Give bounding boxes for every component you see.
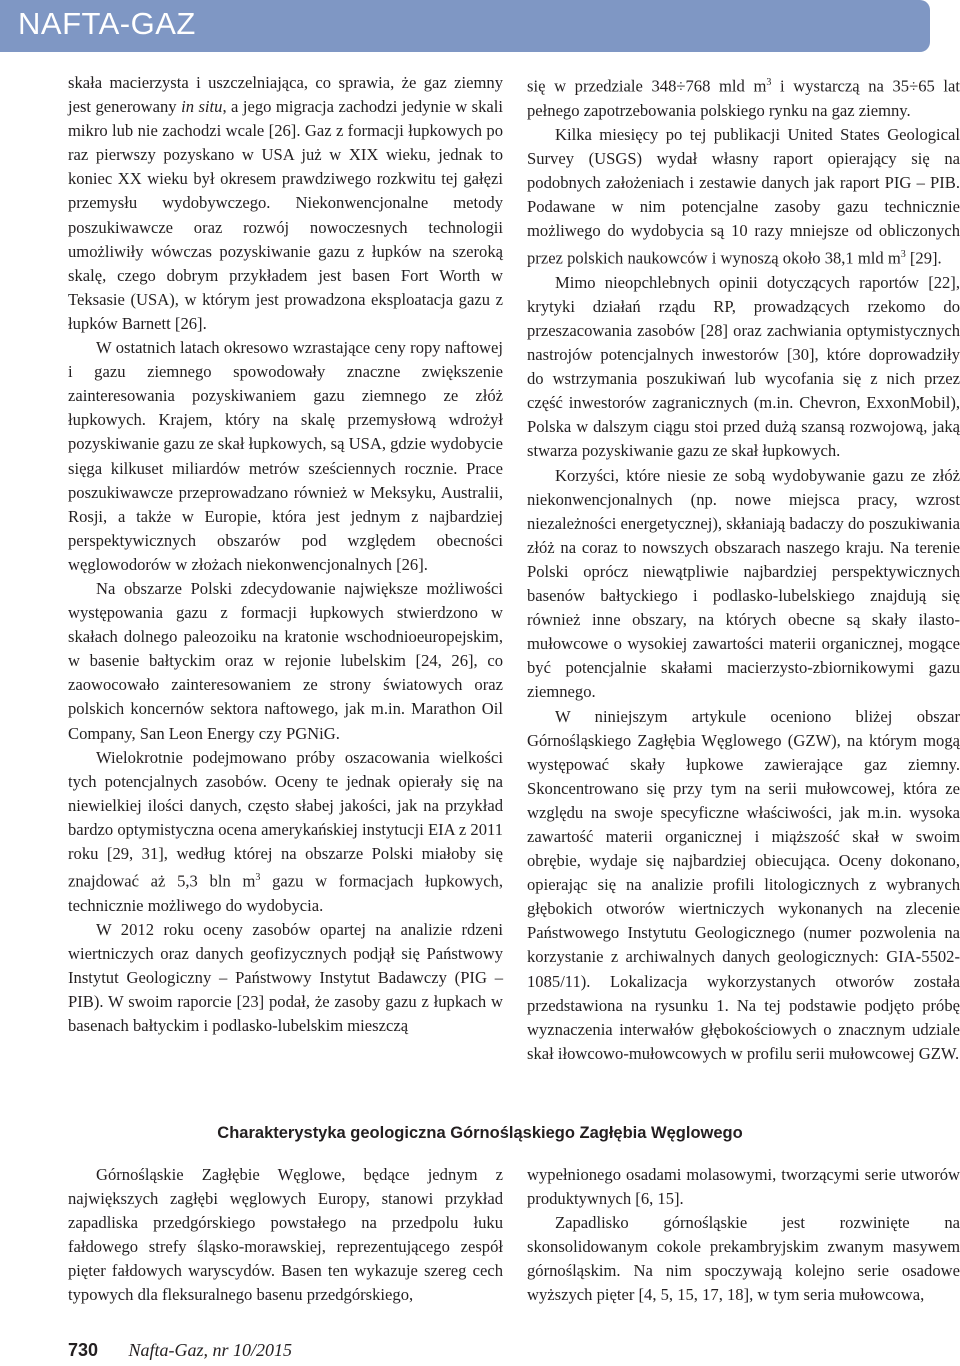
text-column-left-lower	[68, 1163, 503, 1308]
header-bar	[0, 0, 930, 52]
paragraph: Górnośląskie Zagłębie Węglowe, będące jednym z największych zagłębi węglowych Europy, stanowi przykład zapadliska przedgórskiego powstałego na przedpolu łuku fałdowego strefy śląsko-morawskiej, reprezentującego zespół pięter fałdowych waryscydów. Basen ten wykazuje szereg cech typowych dla fleksuralnego basenu przedgórskiego,	[68, 1165, 503, 1305]
paragraph: W 2012 roku oceny zasobów opartej na analizie rdzeni wiertniczych oraz danych geofizycznych podjął się Państwowy Instytut Geologiczny – Państwowy Instytut Badawczy (PIG – PIB). W swoim raporcie [23] podał, że zasoby gazu z łupkach w basenach bałtyckim i podlasko-lubelskim mieszczą	[68, 919, 503, 1036]
paragraph: Kilka miesięcy po tej publikacji United States Geological Survey (USGS) wydał własny raport opierający się na podobnych założeniach i zestawie danych jak raport PIG – PIB. Podawane w nim potencjalne zasoby gazu technicznie możliwego do wydobycia są 10 razy mniejsze od obliczonych przez polskich naukowców i wynoszą około 38,1 mld $m^3$ [29].	[527, 124, 960, 268]
paragraph: W ostatnich latach okresowo wzrastające ceny ropy naftowej i gazu ziemnego spowodowały znaczne zwiększenie zainteresowania pozyskiwaniem gazu ziemnego ze złóż łupkowych. Krajem, który na skalę przemysłową wdrożył pozyskiwanie gazu ze skał łupkowych, są USA, gdzie wydobycie sięga kilkuset miliardów metrów sześciennych rocznie. Prace poszukiwawcze przeprowadzano również w Meksyku, Australii, Rosji, a także w Europie, która jest jednym z najbardziej perspektywicznych obszarów pod względem obecności węglowodorów w złożach niekonwencjonalnych [26].	[68, 338, 504, 574]
journal-citation: Nafta-Gaz, nr 10/2015	[128, 1340, 293, 1360]
paragraph: W niniejszym artykule oceniono bliżej obszar Górnośląskiego Zagłębia Węglowego (GZW), na którym mogą występować skały łupkowe zawierające gaz ziemny. Skoncentrowano się przy tym na serii mułowcowej, która ze względu na swoje specyficzne właściwości, jak m.in. wysoka zawartość materii organicznej i miąższość skał w swoim obrębie, wydaje się najbardziej obiecująca. Oceny dokonano, opierając się na analizie profili litologicznych z wybranych głębokich otworów wiertniczych wykonanych na zlecenie Państwowego Instytutu Geologicznego (numer pozwolenia na korzystanie z archiwalnych danych geologicznych: GIA-5502-1085/11). Lokalizacja wykorzystanych otworów została przedstawiona na rysunku 1. Na tej podstawie podjęto próbę wyznaczenia interwałów głębokościowych o znacznym udziale skał iłowcowo-mułowcowych w profilu serii mułowcowej GZW.	[527, 706, 960, 1063]
text-column-right-lower	[527, 1163, 960, 1308]
page-number: 730	[68, 1340, 99, 1360]
paragraph: Korzyści, które niesie ze sobą wydobywanie gazu ze złóż niekonwencjonalnych (np. nowe miejsca pracy, wzrost niezależności energetycznej), skłaniają badaczy do poszukiwania złóż na coraz to nowszych obszarach naszego kraju. Na terenie Polski oprócz niewątpliwie najbardziej perspektywicznych basenów bałtyckiego i podlasko-lubelskiego znajdują się również inne obszary, na których obecne są skały ilasto-mułowcowe o wysokiej zawartości materii organicznej, mogące być potencjalnie skałami macierzysto-zbiornikowymi gazu ziemnego.	[527, 465, 960, 702]
paragraph: Na obszarze Polski zdecydowanie największe możliwości występowania gazu z formacji łupkowych stwierdzono w skałach dolnego paleozoiku na kratonie wschodnioeuropejskim, w basenie bałtyckim oraz w rejonie lubelskim [24, 26], co zaowocowało zainteresowaniem ze strony światowych oraz polskich koncernów sektora naftowego, jak m.in. Marathon Oil Company, San Leon Energy czy PGNiG.	[68, 578, 503, 743]
section-heading: Charakterystyka geologiczna Górnośląskiego Zagłębia Węglowego	[217, 1124, 743, 1142]
paragraph: skała macierzysta i uszczelniająca, co sprawia, że gaz ziemny jest generowany in situ, a jego migracja zachodzi jedynie w skali mikro lub nie zachodzi wcale [26]. Gaz z formacji łupkowych po raz pierwszy pozyskano w USA już w XIX wieku, jednak to koniec XX wieku był okresem prawdziwego rozkwitu tej gałęzi przemysłu wydobywczego. Niekonwencjonalne metody poszukiwawcze oraz rozwój nowoczesnych technologii umożliwiły wówczas pozyskiwanie gazu z łupków na szeroką skalę, czego dobrym przykładem jest basen Fort Worth w Teksasie (USA), w którym jest prowadzona eksploatacja gazu z łupków Barnett [26].	[68, 73, 503, 333]
journal-header-title: NAFTA-GAZ	[18, 6, 196, 41]
paragraph: wypełnionego osadami molasowymi, tworzącymi serie utworów produktywnych [6, 15].	[527, 1165, 960, 1209]
text-column-left	[68, 71, 503, 1038]
text-column-right	[527, 71, 960, 1066]
paragraph: Wielokrotnie podejmowano próby oszacowania wielkości tych potencjalnych zasobów. Oceny te jednak opierały się na niewielkiej ilości danych, często słabej jakości, jak na przykład bardzo optymistyczna ocena amerykańskiej instytucji EIA z 2011 roku [29, 31], według której na obszarze Polski miałoby się znajdować aż 5,3 bln $m^3$ gazu w formacjach łupkowych, technicznie możliwego do wydobycia.	[68, 747, 503, 915]
paragraph: Mimo nieopchlebnych opinii dotyczących raportów [22], krytyki działań rządu RP, prowadzących rzekomo do przeszacowania zasobów [28] oraz zachwiania optymistycznych nastrojów potencjalnych inwestorów [30], które doprowadziły do wstrzymania poszukiwań lub wycofania się z nich przez część inwestorów zagranicznych (m.in. Chevron, ExxonMobil), Polska w dalszym ciągu stoi przed dużą szansą rozwojową, jaką stwarza pozyskiwanie gazu ze skał łupkowych.	[527, 272, 960, 461]
paragraph: się w przedziale 348÷768 mld $m^3$ i wystarczą na 35÷65 lat pełnego zapotrzebowania polskiego rynku na gaz ziemny.	[527, 76, 960, 120]
page-footer	[68, 1340, 292, 1361]
paragraph: Zapadlisko górnośląskie jest rozwinięte na skonsolidowanym cokole prekambryjskim zwanym masywem górnośląskim. Na nim spoczywają kolejno serie osadowe wyższych pięter [4, 5, 15, 17, 18], w tym seria mułowcowa,	[527, 1213, 960, 1305]
